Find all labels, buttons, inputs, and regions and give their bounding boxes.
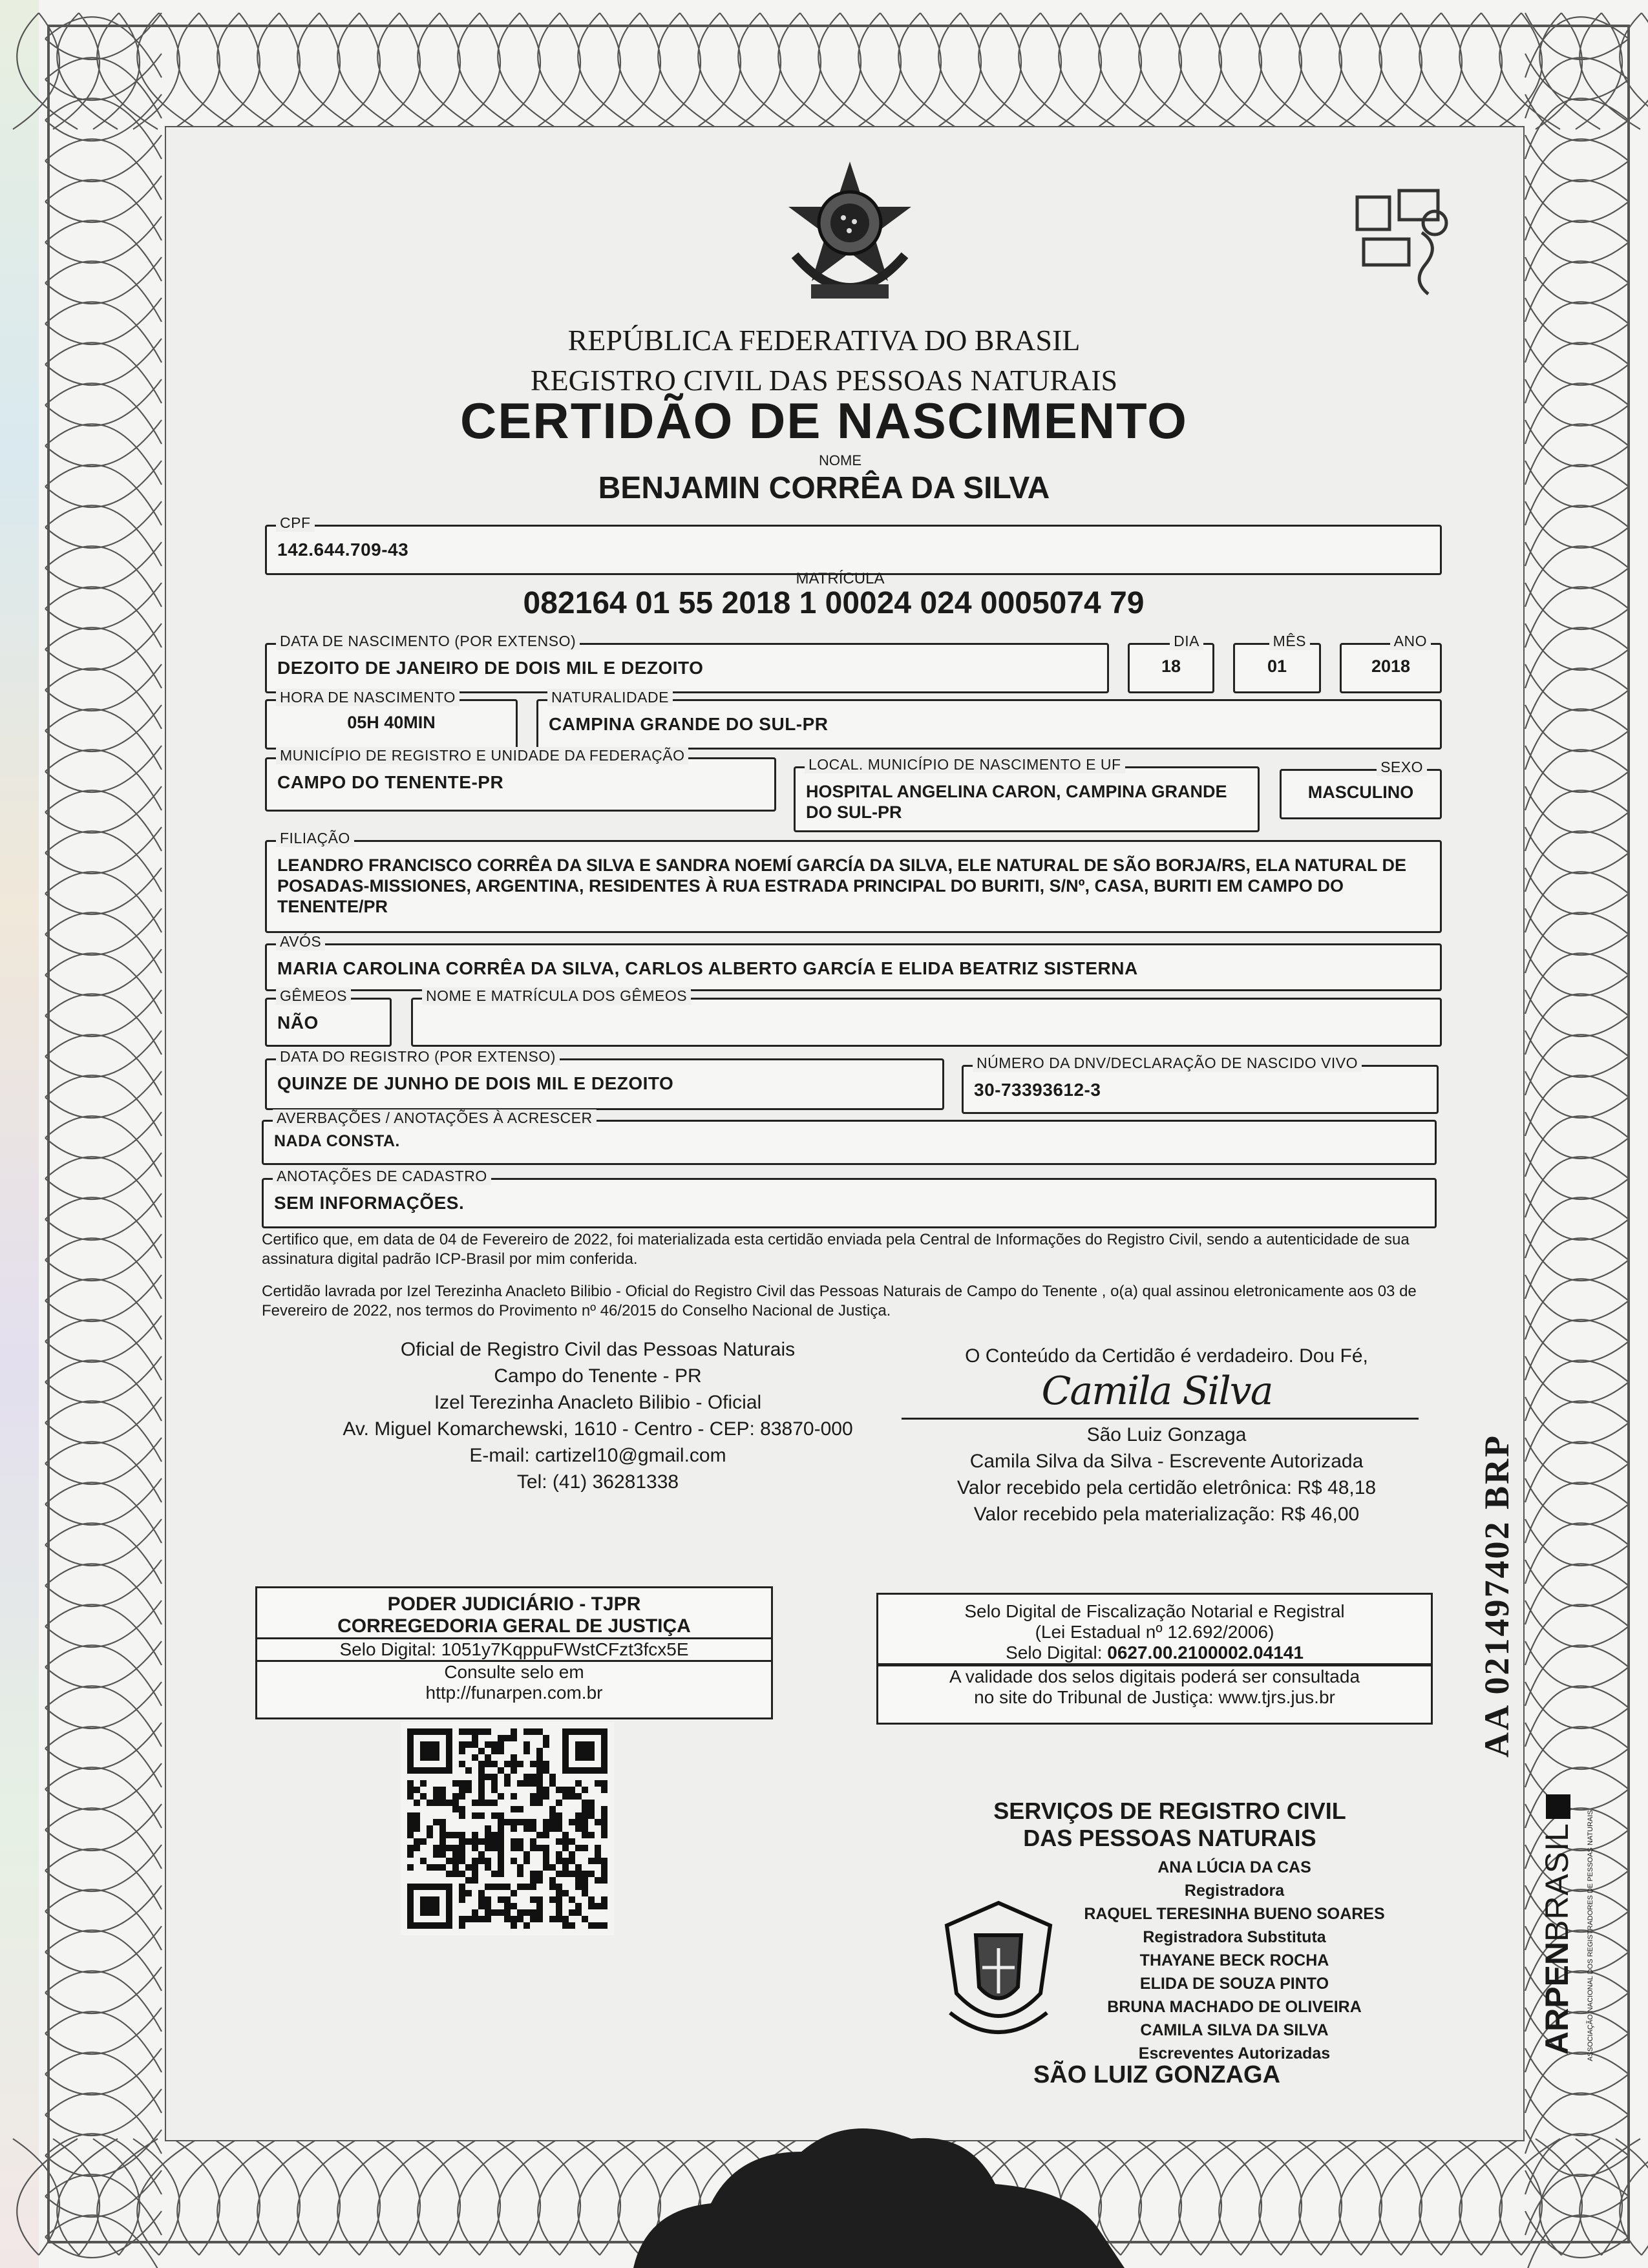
- reg-municipality-field: [265, 747, 776, 812]
- stamp-line-4: Registradora: [1184, 1882, 1285, 1900]
- selo-line-5: no site do Tribunal de Justiça: www.tjrs.jus.br: [974, 1687, 1335, 1707]
- selo-code: 0627.00.2100002.04141: [1107, 1643, 1304, 1663]
- cadastro-label: ANOTAÇÕES DE CADASTRO: [273, 1168, 491, 1185]
- birth-time-value: 05H 40MIN: [347, 713, 436, 732]
- matricula-label: MATRÍCULA: [796, 570, 885, 587]
- republic-heading: REPÚBLICA FEDERATIVA DO BRASIL: [567, 324, 1081, 357]
- attest-line-1: O Conteúdo da Certidão é verdadeiro. Dou Fé,: [965, 1345, 1368, 1367]
- document-title: CERTIDÃO DE NASCIMENTO: [460, 392, 1188, 449]
- arpen-mark-icon: [1546, 1794, 1570, 1819]
- birth-time-field: [265, 689, 518, 750]
- attest-fee-electronic: Valor recebido pela certidão eletrônica: R$ 48,18: [956, 1477, 1377, 1498]
- naturality-label: NATURALIDADE: [547, 689, 673, 706]
- office-line-4: Av. Miguel Komarchewski, 1610 - Centro - CEP: 83870-000: [343, 1418, 853, 1440]
- month-value: 01: [1267, 656, 1287, 676]
- annotations-value: NADA CONSTA.: [274, 1132, 400, 1150]
- month-label: MÊS: [1269, 633, 1310, 650]
- sex-field: [1280, 759, 1442, 819]
- birth-date-label: DATA DE NASCIMENTO (POR EXTENSO): [276, 633, 580, 650]
- person-name: BENJAMIN CORRÊA DA SILVA: [598, 471, 1050, 505]
- reg-date-label: DATA DO REGISTRO (POR EXTENSO): [276, 1048, 560, 1066]
- year-field: [1340, 633, 1442, 693]
- attest-block: [898, 1422, 1435, 1528]
- rs-coat-of-arms-icon: [937, 1896, 1060, 2045]
- certificate-serial-number: AA 021497402 BRP: [1477, 1433, 1516, 1758]
- birth-place-field: [794, 756, 1260, 832]
- reg-date-field: [265, 1048, 944, 1110]
- naturality-value: CAMPINA GRANDE DO SUL-PR: [549, 714, 829, 734]
- stamp-line-9: BRUNA MACHADO DE OLIVEIRA: [1107, 1998, 1362, 2016]
- arpen-association-text: ASSOCIAÇÃO NACIONAL DOS REGISTRADORES DE PESSOAS NATURAIS: [1587, 1810, 1594, 2061]
- matricula-value: 082164 01 55 2018 1 00024 024 0005074 79: [523, 586, 1145, 620]
- selo-line-2: (Lei Estadual nº 12.692/2006): [1035, 1622, 1274, 1642]
- tjpr-line-1: PODER JUDICIÁRIO - TJPR: [387, 1593, 641, 1615]
- cadastro-field: [262, 1168, 1437, 1228]
- day-value: 18: [1161, 656, 1181, 676]
- birth-time-label: HORA DE NASCIMENTO: [276, 689, 460, 706]
- tjpr-line-4: Consulte selo em: [444, 1662, 584, 1682]
- scan-bottom-shadow: [633, 2113, 1125, 2268]
- stamp-line-3: ANA LÚCIA DA CAS: [1157, 1858, 1311, 1876]
- signature-line: [902, 1418, 1419, 1420]
- selo-code-prefix: Selo Digital:: [1006, 1643, 1108, 1663]
- grandparents-field: [265, 933, 1442, 991]
- twins-names-field: [411, 987, 1442, 1047]
- reg-municipality-value: CAMPO DO TENENTE-PR: [277, 772, 504, 792]
- stamp-city: SÃO LUIZ GONZAGA: [1033, 2061, 1281, 2088]
- grandparents-value: MARIA CAROLINA CORRÊA DA SILVA, CARLOS ALBERTO GARCÍA E ELIDA BEATRIZ SISTERNA: [277, 958, 1138, 978]
- year-label: ANO: [1390, 633, 1431, 650]
- dnv-field: [962, 1055, 1439, 1114]
- sex-label: SEXO: [1377, 759, 1427, 776]
- day-field: [1128, 633, 1214, 693]
- qr-code-icon: [401, 1722, 614, 1935]
- filiation-value: LEANDRO FRANCISCO CORRÊA DA SILVA E SANDRA NOEMÍ GARCÍA DA SILVA, ELE NATURAL DE SÃO BORJA/RS, ELA NATURAL DE POSADAS-MISSIONES, ARGENTINA, RESIDENTES À RUA ESTRADA PRINCIPAL DO BURITI, S/Nº, CASA, BURITI EM CAMPO DO TENENTE/PR: [277, 856, 1407, 916]
- sex-value: MASCULINO: [1307, 782, 1414, 802]
- month-field: [1233, 633, 1321, 693]
- annotations-label: AVERBAÇÕES / ANOTAÇÕES À ACRESCER: [273, 1109, 597, 1127]
- arpen-logo-light: BRASIL: [1539, 1823, 1575, 1942]
- twins-value: NÃO: [277, 1013, 319, 1033]
- birth-date-field: [265, 633, 1109, 693]
- year-value: 2018: [1371, 656, 1411, 676]
- digital-seal-box: [876, 1593, 1433, 1725]
- arpen-logo-bold: ARPEN: [1539, 1941, 1575, 2055]
- signature: Camila Silva: [1041, 1369, 1273, 1414]
- tjpr-seal-box: [255, 1586, 773, 1719]
- certification-paragraph-2: Certidão lavrada por Izel Terezinha Anacleto Bilibio - Oficial do Registro Civil das Pessoas Naturais de Campo do Tenente , o(a) qual assinou eletronicamente aos 03 de Fevereiro de 2022, nos termos do Provimento nº 46/2015 do Conselho Nacional de Justiça.: [262, 1283, 1417, 1319]
- attest-clerk: Camila Silva da Silva - Escrevente Autorizada: [969, 1451, 1364, 1472]
- tjpr-line-2: CORREGEDORIA GERAL DE JUSTIÇA: [337, 1615, 691, 1637]
- stamp-line-1: SERVIÇOS DE REGISTRO CIVIL: [993, 1798, 1346, 1824]
- annotations-field: [262, 1109, 1437, 1165]
- attest-city: São Luiz Gonzaga: [1086, 1424, 1247, 1445]
- birth-place-label: LOCAL. MUNICÍPIO DE NASCIMENTO E UF: [805, 756, 1125, 773]
- stamp-line-7: THAYANE BECK ROCHA: [1139, 1951, 1329, 1969]
- tjpr-url: http://funarpen.com.br: [425, 1683, 603, 1703]
- selo-line-4: A validade dos selos digitais poderá ser consultada: [949, 1666, 1360, 1686]
- office-line-2: Campo do Tenente - PR: [494, 1365, 702, 1387]
- office-line-3: Izel Terezinha Anacleto Bilibio - Oficial: [434, 1392, 762, 1413]
- registry-heading: REGISTRO CIVIL DAS PESSOAS NATURAIS: [530, 364, 1118, 397]
- day-label: DIA: [1170, 633, 1203, 650]
- office-email: E-mail: cartizel10@gmail.com: [469, 1445, 726, 1466]
- stamp-line-8: ELIDA DE SOUZA PINTO: [1139, 1975, 1329, 1993]
- tjpr-seal-code: Selo Digital: 1051y7KqppuFWstCFzt3fcx5E: [257, 1637, 771, 1662]
- stamp-line-11: Escreventes Autorizadas: [1138, 2044, 1331, 2063]
- twins-field: [265, 987, 392, 1047]
- birth-place-value: HOSPITAL ANGELINA CARON, CAMPINA GRANDE DO SUL-PR: [806, 782, 1227, 822]
- stamp-line-2: DAS PESSOAS NATURAIS: [1023, 1825, 1316, 1851]
- cpf-field: [265, 514, 1442, 575]
- certification-paragraph-1: Certifico que, em data de 04 de Fevereiro de 2022, foi materializada esta certidão enviada pela Central de Informações do Registro Civil, sendo a autenticidade de sua assinatura digital padrão ICP-Brasil por mim conferida.: [262, 1231, 1410, 1268]
- attest-fee-materialization: Valor recebido pela materialização: R$ 46,00: [973, 1504, 1360, 1525]
- dnv-value: 30-73393612-3: [974, 1080, 1101, 1100]
- cpf-label: CPF: [276, 514, 315, 532]
- filiation-field: [265, 830, 1442, 933]
- cadastro-value: SEM INFORMAÇÕES.: [274, 1193, 465, 1213]
- watermark-ornament-icon: [1338, 178, 1461, 300]
- filiation-label: FILIAÇÃO: [276, 830, 354, 847]
- office-line-1: Oficial de Registro Civil das Pessoas Naturais: [400, 1339, 796, 1360]
- office-phone: Tel: (41) 36281338: [516, 1471, 679, 1493]
- stamp-line-6: Registradora Substituta: [1143, 1928, 1326, 1946]
- cpf-value: 142.644.709-43: [277, 540, 409, 560]
- twins-names-label: NOME E MATRÍCULA DOS GÊMEOS: [422, 987, 691, 1005]
- dnv-label: NÚMERO DA DNV/DECLARAÇÃO DE NASCIDO VIVO: [973, 1055, 1362, 1072]
- reg-date-value: QUINZE DE JUNHO DE DOIS MIL E DEZOITO: [277, 1073, 674, 1093]
- stamp-names-block: [1028, 1856, 1441, 2065]
- naturality-field: [536, 689, 1442, 750]
- office-block: [252, 1336, 944, 1495]
- birth-date-value: DEZOITO DE JANEIRO DE DOIS MIL E DEZOITO: [277, 658, 704, 678]
- name-label: NOME: [819, 452, 861, 468]
- brazil-coat-of-arms-icon: [782, 158, 918, 313]
- stamp-line-5: RAQUEL TERESINHA BUENO SOARES: [1084, 1905, 1385, 1923]
- arpen-brasil-logo: [1538, 1745, 1577, 2055]
- registry-stamp-heading: [931, 1798, 1409, 1852]
- selo-code-row: [878, 1643, 1431, 1666]
- grandparents-label: AVÓS: [276, 933, 325, 950]
- reg-municipality-label: MUNICÍPIO DE REGISTRO E UNIDADE DA FEDERAÇÃO: [276, 747, 688, 764]
- stamp-line-10: CAMILA SILVA DA SILVA: [1140, 2021, 1329, 2039]
- selo-line-1: Selo Digital de Fiscalização Notarial e Registral: [964, 1601, 1345, 1621]
- twins-label: GÊMEOS: [276, 987, 351, 1005]
